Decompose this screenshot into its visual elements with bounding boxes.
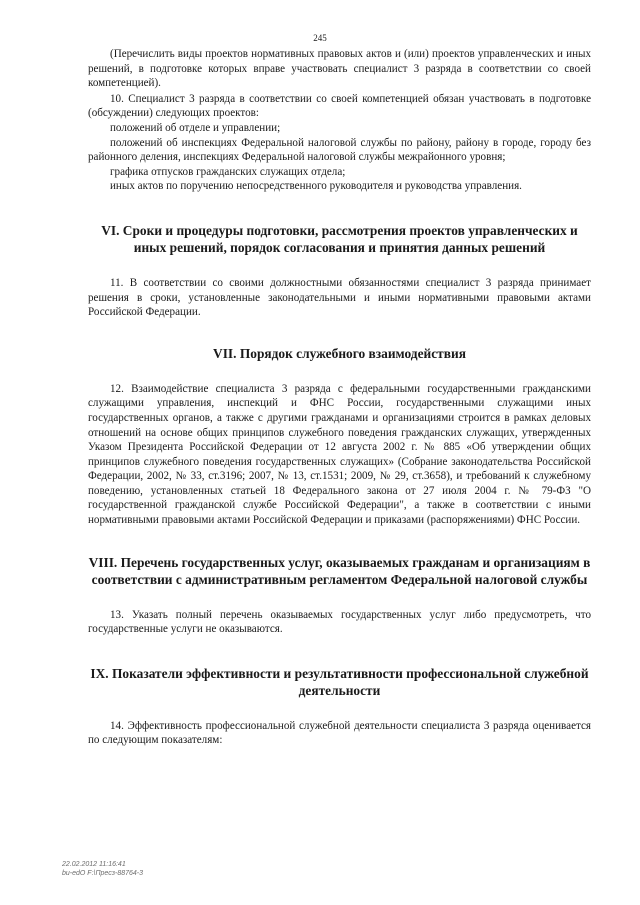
document-footer-stamp bbox=[62, 860, 143, 878]
section-heading-9: IX. Показатели эффективности и результативности профессиональной служебной деятельности bbox=[90, 665, 589, 698]
list-item: графика отпусков гражданских служащих отдела; bbox=[110, 165, 346, 178]
section-heading-6: VI. Сроки и процедуры подготовки, рассмотрения проектов управленческих и иных решений, порядок согласования и принятия данных решений bbox=[101, 222, 578, 255]
section-heading-7: VII. Порядок служебного взаимодействия bbox=[213, 345, 466, 361]
paragraph-13: 13. Указать полный перечень оказываемых государственных услуг либо предусмотреть, что государственные услуги не оказываются. bbox=[88, 608, 591, 636]
paragraph-12: 12. Взаимодействие специалиста 3 разряда с федеральными государственными гражданскими служащими управления, инспекций и ФНС России, государственными служащими иных государственных органов, а также с другими гражданами и организациями строится в рамках деловых отношений на основе общих принципов служебного поведения гражданских служащих, утвержденных Указом Президента Российской Федерации от 12 августа 2002 г. № 885 «Об утверждении общих принципов служебного поведения государственных служащих» (Собрание законодательства Российской Федерации, 2002, № 33, ст.3196; 2007, № 13, ст.1531; 2009, № 29, ст.3658), и требований к служебному поведению, установленных статьей 18 Федерального закона от 27 июля 2004 г. № 79-ФЗ "О государственной гражданской службе Российской Федерации", а также в соответствии с иными нормативными правовыми актами Российской Федерации и приказами (распоряжениями) ФНС России. bbox=[88, 382, 591, 527]
footer-file-reference: bu-edO F:\Пресз-88764-3 bbox=[62, 870, 144, 877]
paragraph-14: 14. Эффективность профессиональной служебной деятельности специалиста 3 разряда оценивается по следующим показателям: bbox=[88, 719, 591, 747]
paragraph-instruction: (Перечислить виды проектов нормативных правовых актов и (или) проектов управленческих и иных решений, в подготовке которых вправе участвовать специалист 3 разряда в соответствии со своей компетенцией). bbox=[88, 48, 591, 90]
list-item: положений об инспекциях Федеральной налоговой службы по району, району в городе, городу без районного деления, инспекциях Федеральной налоговой службы межрайонного уровня; bbox=[88, 136, 591, 164]
footer-timestamp: 22.02.2012 11:16:41 bbox=[62, 861, 126, 868]
list-item: иных актов по поручению непосредственного руководителя и руководства управления. bbox=[110, 180, 522, 193]
list-item: положений об отделе и управлении; bbox=[110, 121, 281, 134]
page-number: 245 bbox=[313, 33, 327, 43]
section-heading-8: VIII. Перечень государственных услуг, оказываемых гражданам и организациям в соответствии с административным регламентом Федеральной налоговой службы bbox=[88, 554, 591, 587]
paragraph-11: 11. В соответствии со своими должностными обязанностями специалист 3 разряда принимает решения в сроки, установленные законодательными и иными нормативными правовыми актами Российской Федерации. bbox=[88, 276, 591, 319]
document-body bbox=[88, 45, 591, 748]
paragraph-10: 10. Специалист 3 разряда в соответствии со своей компетенцией обязан участвовать в подготовке (обсуждении) следующих проектов: bbox=[88, 92, 591, 120]
